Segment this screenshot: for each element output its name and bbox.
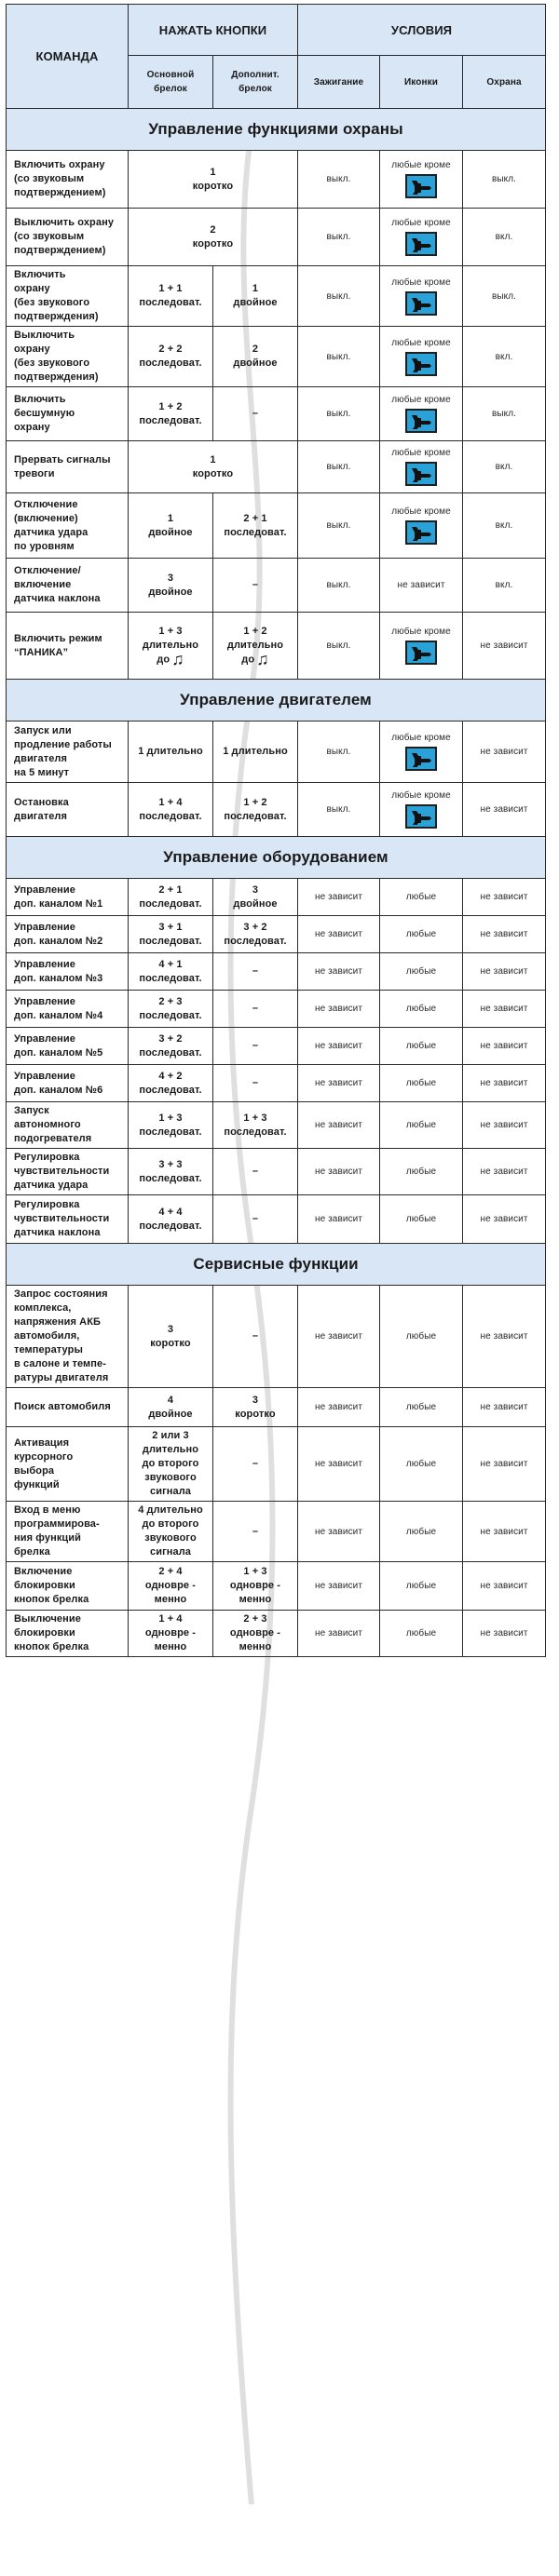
icons-cell bbox=[380, 151, 463, 209]
command-cell: Выключить охрану (со звуковым подтверждением) bbox=[7, 209, 129, 266]
security-cell: не зависит bbox=[463, 1195, 546, 1244]
ignition-cell: не зависит bbox=[298, 1195, 380, 1244]
header-ignition: Зажигание bbox=[298, 56, 380, 109]
header-main-fob: Основной брелок bbox=[129, 56, 213, 109]
icons-any-except-label: любые кроме bbox=[391, 506, 451, 517]
icons-any-except-label: любые кроме bbox=[391, 337, 451, 348]
main-fob-cell: 4 + 2 последоват. bbox=[129, 1065, 213, 1102]
icons-any-except-cell bbox=[383, 627, 459, 665]
buttons-both-fobs-cell: 2 коротко bbox=[129, 209, 298, 266]
wrench-icon bbox=[405, 462, 437, 486]
table-row bbox=[7, 722, 546, 783]
icons-cell bbox=[380, 387, 463, 441]
icons-any-except-cell bbox=[383, 448, 459, 486]
extra-fob-cell: – bbox=[213, 387, 298, 441]
icons-cell: любые bbox=[380, 953, 463, 991]
icons-cell: любые bbox=[380, 1388, 463, 1427]
table-row bbox=[7, 991, 546, 1028]
icons-cell: любые bbox=[380, 1195, 463, 1244]
security-cell: вкл. bbox=[463, 559, 546, 613]
security-cell: не зависит bbox=[463, 1388, 546, 1427]
ignition-cell: не зависит bbox=[298, 916, 380, 953]
extra-fob-cell: 2 двойное bbox=[213, 327, 298, 387]
icons-cell bbox=[380, 493, 463, 559]
ignition-cell: не зависит bbox=[298, 1611, 380, 1657]
command-cell: Выключить охрану (без звукового подтверждения) bbox=[7, 327, 129, 387]
security-cell: не зависит bbox=[463, 1065, 546, 1102]
ignition-cell: выкл. bbox=[298, 613, 380, 680]
extra-fob-cell: 2 + 1 последоват. bbox=[213, 493, 298, 559]
ignition-cell: не зависит bbox=[298, 1286, 380, 1388]
main-fob-cell: 2 + 3 последоват. bbox=[129, 991, 213, 1028]
header-command: КОМАНДА bbox=[7, 5, 129, 109]
main-fob-cell: 2 + 1 последоват. bbox=[129, 879, 213, 916]
wrench-icon bbox=[405, 232, 437, 256]
command-cell: Запуск автономного подогревателя bbox=[7, 1102, 129, 1149]
table-row bbox=[7, 916, 546, 953]
extra-fob-cell: – bbox=[213, 1065, 298, 1102]
security-cell: не зависит bbox=[463, 783, 546, 837]
security-cell: не зависит bbox=[463, 1562, 546, 1611]
command-cell: Регулировка чувствительности датчика удара bbox=[7, 1149, 129, 1195]
security-cell: выкл. bbox=[463, 151, 546, 209]
security-cell: не зависит bbox=[463, 722, 546, 783]
icons-cell: любые bbox=[380, 1286, 463, 1388]
wrench-icon bbox=[405, 409, 437, 433]
main-fob-cell: 1 длительно bbox=[129, 722, 213, 783]
icons-cell: не зависит bbox=[380, 559, 463, 613]
section-title: Управление двигателем bbox=[7, 680, 546, 722]
table-row bbox=[7, 1427, 546, 1502]
icons-cell: любые bbox=[380, 1611, 463, 1657]
main-fob-cell: 1 + 4 одновре - менно bbox=[129, 1611, 213, 1657]
table-row bbox=[7, 493, 546, 559]
table-row bbox=[7, 209, 546, 266]
icons-cell bbox=[380, 783, 463, 837]
section-title: Управление функциями охраны bbox=[7, 109, 546, 151]
wrench-icon bbox=[405, 174, 437, 198]
table-row bbox=[7, 1102, 546, 1149]
icons-any-except-label: любые кроме bbox=[391, 218, 451, 228]
ignition-cell: выкл. bbox=[298, 441, 380, 493]
command-cell: Вход в меню программирова- ния функций брелка bbox=[7, 1502, 129, 1562]
main-fob-cell: 4 двойное bbox=[129, 1388, 213, 1427]
icons-any-except-cell bbox=[383, 790, 459, 829]
ignition-cell: не зависит bbox=[298, 953, 380, 991]
table-row bbox=[7, 151, 546, 209]
extra-fob-cell: 3 + 2 последоват. bbox=[213, 916, 298, 953]
ignition-cell: не зависит bbox=[298, 879, 380, 916]
table-row bbox=[7, 1028, 546, 1065]
icons-any-except-cell bbox=[383, 733, 459, 771]
icons-cell: любые bbox=[380, 1065, 463, 1102]
buttons-both-fobs-cell: 1 коротко bbox=[129, 441, 298, 493]
ignition-cell: не зависит bbox=[298, 1028, 380, 1065]
main-fob-cell: 3 + 1 последоват. bbox=[129, 916, 213, 953]
table-row bbox=[7, 1195, 546, 1244]
icons-any-except-cell bbox=[383, 218, 459, 256]
table-row bbox=[7, 441, 546, 493]
table-row bbox=[7, 953, 546, 991]
table-row bbox=[7, 266, 546, 327]
icons-cell: любые bbox=[380, 1562, 463, 1611]
icons-any-except-cell bbox=[383, 160, 459, 198]
command-cell: Запрос состояния комплекса, напряжения АКБ автомобиля, температуры в салоне и темпе- ратуры двигателя bbox=[7, 1286, 129, 1388]
command-cell: Управление доп. каналом №4 bbox=[7, 991, 129, 1028]
security-cell: выкл. bbox=[463, 266, 546, 327]
icons-cell: любые bbox=[380, 1502, 463, 1562]
icons-any-except-label: любые кроме bbox=[391, 160, 451, 170]
melody-note-icon: ♫ bbox=[256, 649, 269, 668]
extra-fob-cell: – bbox=[213, 1502, 298, 1562]
ignition-cell: не зависит bbox=[298, 1388, 380, 1427]
icons-any-except-label: любые кроме bbox=[391, 733, 451, 743]
security-cell: вкл. bbox=[463, 327, 546, 387]
section-header-row bbox=[7, 1244, 546, 1286]
table-row bbox=[7, 387, 546, 441]
security-cell: не зависит bbox=[463, 1502, 546, 1562]
ignition-cell: выкл. bbox=[298, 493, 380, 559]
security-cell: вкл. bbox=[463, 209, 546, 266]
command-cell: Включить режим “ПАНИКА” bbox=[7, 613, 129, 680]
table-row bbox=[7, 613, 546, 680]
extra-fob-cell: – bbox=[213, 953, 298, 991]
main-fob-cell: 3 + 2 последоват. bbox=[129, 1028, 213, 1065]
ignition-cell: не зависит bbox=[298, 991, 380, 1028]
main-fob-cell: 4 + 4 последоват. bbox=[129, 1195, 213, 1244]
icons-cell bbox=[380, 327, 463, 387]
ignition-cell: выкл. bbox=[298, 151, 380, 209]
table-row bbox=[7, 327, 546, 387]
table-row bbox=[7, 1388, 546, 1427]
icons-any-except-label: любые кроме bbox=[391, 627, 451, 637]
wrench-icon bbox=[405, 804, 437, 829]
command-cell: Активация курсорного выбора функций bbox=[7, 1427, 129, 1502]
main-fob-cell: 3 коротко bbox=[129, 1286, 213, 1388]
extra-fob-cell: 1 длительно bbox=[213, 722, 298, 783]
commands-table bbox=[6, 4, 546, 1657]
command-cell: Управление доп. каналом №5 bbox=[7, 1028, 129, 1065]
icons-cell bbox=[380, 441, 463, 493]
icons-any-except-cell bbox=[383, 277, 459, 316]
icons-cell: любые bbox=[380, 916, 463, 953]
table-body bbox=[7, 109, 546, 1657]
icons-any-except-label: любые кроме bbox=[391, 448, 451, 458]
security-cell: не зависит bbox=[463, 916, 546, 953]
main-fob-cell: 4 + 1 последоват. bbox=[129, 953, 213, 991]
security-cell: не зависит bbox=[463, 879, 546, 916]
ignition-cell: не зависит bbox=[298, 1102, 380, 1149]
security-cell: не зависит bbox=[463, 1286, 546, 1388]
security-cell: не зависит bbox=[463, 1028, 546, 1065]
icons-any-except-cell bbox=[383, 506, 459, 545]
icons-cell: любые bbox=[380, 1149, 463, 1195]
wrench-icon bbox=[405, 747, 437, 771]
extra-fob-cell: – bbox=[213, 1427, 298, 1502]
section-header-row bbox=[7, 837, 546, 879]
icons-cell bbox=[380, 266, 463, 327]
command-cell: Включить охрану (без звукового подтверждения) bbox=[7, 266, 129, 327]
security-cell: не зависит bbox=[463, 1102, 546, 1149]
extra-fob-cell: – bbox=[213, 559, 298, 613]
section-title: Сервисные функции bbox=[7, 1244, 546, 1286]
main-fob-cell: 3 двойное bbox=[129, 559, 213, 613]
table-row bbox=[7, 783, 546, 837]
extra-fob-cell: – bbox=[213, 1028, 298, 1065]
table-row bbox=[7, 1502, 546, 1562]
security-cell: не зависит bbox=[463, 953, 546, 991]
header-press-buttons: НАЖАТЬ КНОПКИ bbox=[129, 5, 298, 56]
icons-any-except-label: любые кроме bbox=[391, 790, 451, 801]
extra-fob-cell: – bbox=[213, 1286, 298, 1388]
main-fob-cell: 2 + 4 одновре - менно bbox=[129, 1562, 213, 1611]
security-cell: не зависит bbox=[463, 1427, 546, 1502]
main-fob-cell: 1 двойное bbox=[129, 493, 213, 559]
ignition-cell: не зависит bbox=[298, 1562, 380, 1611]
extra-fob-cell: 3 двойное bbox=[213, 879, 298, 916]
table-row bbox=[7, 1611, 546, 1657]
command-cell: Остановка двигателя bbox=[7, 783, 129, 837]
command-cell: Включение блокировки кнопок брелка bbox=[7, 1562, 129, 1611]
main-fob-cell: 2 + 2 последоват. bbox=[129, 327, 213, 387]
command-cell: Поиск автомобиля bbox=[7, 1388, 129, 1427]
melody-note-icon: ♫ bbox=[171, 649, 184, 668]
header-conditions: УСЛОВИЯ bbox=[298, 5, 546, 56]
table-row bbox=[7, 1149, 546, 1195]
main-fob-cell: 1 + 1 последоват. bbox=[129, 266, 213, 327]
main-fob-cell: 1 + 4 последоват. bbox=[129, 783, 213, 837]
command-cell: Управление доп. каналом №2 bbox=[7, 916, 129, 953]
security-cell: не зависит bbox=[463, 613, 546, 680]
icons-cell: любые bbox=[380, 991, 463, 1028]
command-cell: Управление доп. каналом №3 bbox=[7, 953, 129, 991]
icons-cell bbox=[380, 209, 463, 266]
extra-fob-cell: – bbox=[213, 1149, 298, 1195]
ignition-cell: выкл. bbox=[298, 327, 380, 387]
ignition-cell: выкл. bbox=[298, 209, 380, 266]
header-extra-fob: Дополнит. брелок bbox=[213, 56, 298, 109]
security-cell: вкл. bbox=[463, 441, 546, 493]
table-row bbox=[7, 1065, 546, 1102]
wrench-icon bbox=[405, 641, 437, 665]
extra-fob-cell: 1 двойное bbox=[213, 266, 298, 327]
main-fob-cell: 4 длительно до второго звукового сигнала bbox=[129, 1502, 213, 1562]
icons-cell: любые bbox=[380, 1427, 463, 1502]
extra-fob-cell: 1 + 3 последоват. bbox=[213, 1102, 298, 1149]
security-cell: не зависит bbox=[463, 1611, 546, 1657]
extra-fob-cell: 3 коротко bbox=[213, 1388, 298, 1427]
security-cell: не зависит bbox=[463, 1149, 546, 1195]
icons-cell: любые bbox=[380, 1028, 463, 1065]
command-cell: Включить бесшумную охрану bbox=[7, 387, 129, 441]
wrench-icon bbox=[405, 291, 437, 316]
extra-fob-cell: – bbox=[213, 991, 298, 1028]
main-fob-cell: 2 или 3 длительно до второго звукового сигнала bbox=[129, 1427, 213, 1502]
main-fob-cell: 1 + 3 последоват. bbox=[129, 1102, 213, 1149]
command-cell: Управление доп. каналом №6 bbox=[7, 1065, 129, 1102]
extra-fob-cell: 2 + 3 одновре - менно bbox=[213, 1611, 298, 1657]
ignition-cell: выкл. bbox=[298, 559, 380, 613]
extra-fob-cell: 1 + 2 последоват. bbox=[213, 783, 298, 837]
main-fob-cell: 1 + 3 длительно до ♫ bbox=[129, 613, 213, 680]
main-fob-cell: 1 + 2 последоват. bbox=[129, 387, 213, 441]
icons-cell: любые bbox=[380, 879, 463, 916]
wrench-icon bbox=[405, 352, 437, 376]
table-row bbox=[7, 879, 546, 916]
extra-fob-cell: – bbox=[213, 1195, 298, 1244]
ignition-cell: не зависит bbox=[298, 1427, 380, 1502]
table-row bbox=[7, 559, 546, 613]
ignition-cell: выкл. bbox=[298, 387, 380, 441]
section-title: Управление оборудованием bbox=[7, 837, 546, 879]
section-header-row bbox=[7, 109, 546, 151]
command-cell: Регулировка чувствительности датчика наклона bbox=[7, 1195, 129, 1244]
header-icons: Иконки bbox=[380, 56, 463, 109]
security-cell: не зависит bbox=[463, 991, 546, 1028]
command-cell: Отключение/ включение датчика наклона bbox=[7, 559, 129, 613]
section-header-row bbox=[7, 680, 546, 722]
security-cell: вкл. bbox=[463, 493, 546, 559]
command-cell: Включить охрану (со звуковым подтверждением) bbox=[7, 151, 129, 209]
ignition-cell: выкл. bbox=[298, 266, 380, 327]
security-cell: выкл. bbox=[463, 387, 546, 441]
icons-cell bbox=[380, 722, 463, 783]
table-row bbox=[7, 1562, 546, 1611]
icons-any-except-cell bbox=[383, 395, 459, 433]
ignition-cell: выкл. bbox=[298, 722, 380, 783]
icons-any-except-label: любые кроме bbox=[391, 395, 451, 405]
icons-cell bbox=[380, 613, 463, 680]
icons-cell: любые bbox=[380, 1102, 463, 1149]
command-cell: Выключение блокировки кнопок брелка bbox=[7, 1611, 129, 1657]
command-cell: Управление доп. каналом №1 bbox=[7, 879, 129, 916]
buttons-both-fobs-cell: 1 коротко bbox=[129, 151, 298, 209]
command-cell: Отключение (включение) датчика удара по уровням bbox=[7, 493, 129, 559]
main-fob-cell: 3 + 3 последоват. bbox=[129, 1149, 213, 1195]
table-row bbox=[7, 1286, 546, 1388]
command-cell: Запуск или продление работы двигателя на 5 минут bbox=[7, 722, 129, 783]
ignition-cell: не зависит bbox=[298, 1502, 380, 1562]
ignition-cell: выкл. bbox=[298, 783, 380, 837]
icons-any-except-cell bbox=[383, 338, 459, 376]
command-cell: Прервать сигналы тревоги bbox=[7, 441, 129, 493]
extra-fob-cell: 1 + 2 длительно до ♫ bbox=[213, 613, 298, 680]
icons-any-except-label: любые кроме bbox=[391, 276, 451, 288]
ignition-cell: не зависит bbox=[298, 1149, 380, 1195]
ignition-cell: не зависит bbox=[298, 1065, 380, 1102]
header-security: Охрана bbox=[463, 56, 546, 109]
wrench-icon bbox=[405, 520, 437, 545]
extra-fob-cell: 1 + 3 одновре - менно bbox=[213, 1562, 298, 1611]
